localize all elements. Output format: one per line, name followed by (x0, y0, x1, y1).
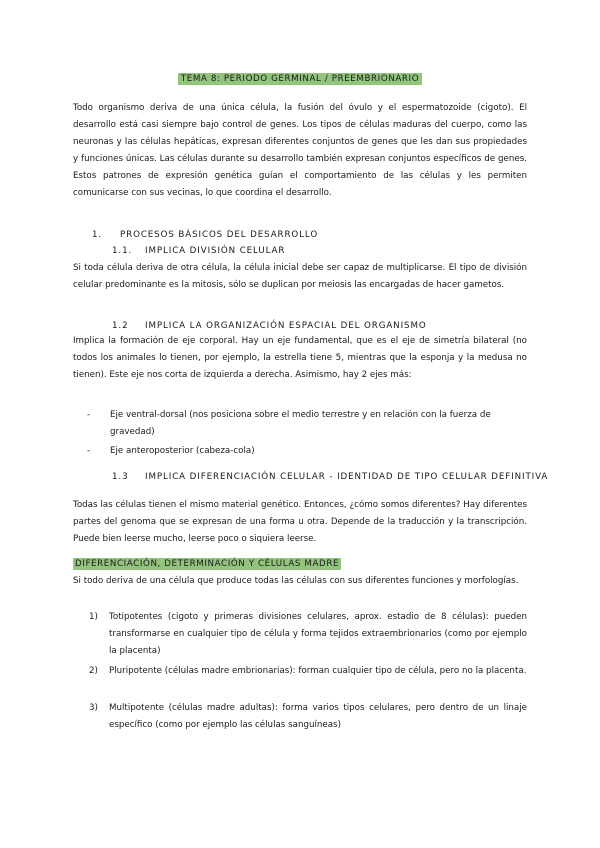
subsection-1-1-title: IMPLICA DIVISIÓN CELULAR (145, 246, 286, 256)
subsection-1-1-number: 1.1. (112, 246, 133, 256)
subsection-1-3-number: 1.3 (112, 472, 129, 482)
list-item (73, 700, 527, 734)
subsection-1-2-paragraph: Implica la formación de eje corporal. Hay un eje fundamental, que es el eje de simetría bilateral (no todos los animales lo tienen, por ejemplo, la estrella tiene 5, mientras que la esponja y la medusa no tienen). Este eje nos corta de izquierda a derecha. Asimismo, hay 2 ejes más: (73, 336, 527, 380)
list-item (73, 663, 527, 680)
item-number: 2) (89, 666, 98, 676)
bullet-text: Eje anteroposterior (cabeza-cola) (110, 446, 255, 456)
subsection-1-3-heading (112, 469, 548, 486)
item-text: Pluripotente (células madre embrionarias): forman cualquier tipo de célula, pero no la placenta. (109, 666, 527, 676)
item-text: Multipotente (células madre adultas): forma varios tipos celulares, pero dentro de un linaje específico (como por ejemplo las células sanguíneas) (109, 703, 527, 730)
section-1-title: PROCESOS BÁSICOS DEL DESARROLLO (120, 230, 319, 240)
page-title-text: TEMA 8: PERIODO GERMINAL / PREEMBRIONARIO (178, 73, 422, 85)
item-number: 1) (89, 612, 98, 622)
bullet-marker: - (87, 410, 91, 420)
section-1-number: 1. (92, 230, 103, 240)
section-2-heading (73, 556, 341, 573)
item-number: 3) (89, 703, 98, 713)
list-item (73, 609, 527, 660)
subsection-1-2-title: IMPLICA LA ORGANIZACIÓN ESPACIAL DEL ORGANISMO (145, 321, 427, 331)
section-2-title: DIFERENCIACIÓN, DETERMINACIÓN Y CÉLULAS MADRE (75, 559, 340, 569)
page-title (0, 71, 600, 88)
bullet-marker: - (87, 446, 91, 456)
item-text: Totipotentes (cigoto y primeras divisiones celulares, aprox. estadio de 8 células): pueden transformarse en cualquier tipo de célula y forma tejidos extraembrionarios (como por ejemplo la placenta) (109, 612, 527, 656)
bullet-text: Eje ventral-dorsal (nos posiciona sobre el medio terrestre y en relación con la fuerza de gravedad) (110, 410, 491, 437)
subsection-1-3-paragraph: Todas las células tienen el mismo material genético. Entonces, ¿cómo somos diferentes? Hay diferentes partes del genoma que se expresan de una forma u otra. Depende de la traducción y la transcripción. Puede bien leerse mucho, leerse poco o siquiera leerse. (73, 500, 527, 544)
section-1-heading (92, 227, 318, 244)
subsection-1-2-number: 1.2 (112, 321, 129, 331)
list-item (73, 443, 527, 460)
list-item (73, 407, 527, 441)
section-2-paragraph: Si todo deriva de una célula que produce todas las células con sus diferentes funciones y morfologías. (73, 576, 519, 586)
subsection-1-3-title: IMPLICA DIFERENCIACIÓN CELULAR - IDENTIDAD DE TIPO CELULAR DEFINITIVA (145, 472, 549, 482)
subsection-1-1-heading (112, 243, 285, 260)
intro-paragraph: Todo organismo deriva de una única célula, la fusión del óvulo y el espermatozoide (cigoto). El desarrollo está casi siempre bajo control de genes. Los tipos de células maduras del cuerpo, como las neuronas y las células hepáticas, expresan diferentes conjuntos de genes que les dan sus propiedades y funciones únicas. Las células durante su desarrollo también expresan conjuntos específicos de genes. Estos patrones de expresión genética guían el comportamiento de las células y les permiten comunicarse con sus vecinas, lo que coordina el desarrollo. (73, 103, 527, 198)
subsection-1-1-paragraph: Si toda célula deriva de otra célula, la célula inicial debe ser capaz de multiplicarse. El tipo de división celular predominante es la mitosis, sólo se duplican por meiosis las encargadas de hacer gametos. (73, 263, 527, 290)
